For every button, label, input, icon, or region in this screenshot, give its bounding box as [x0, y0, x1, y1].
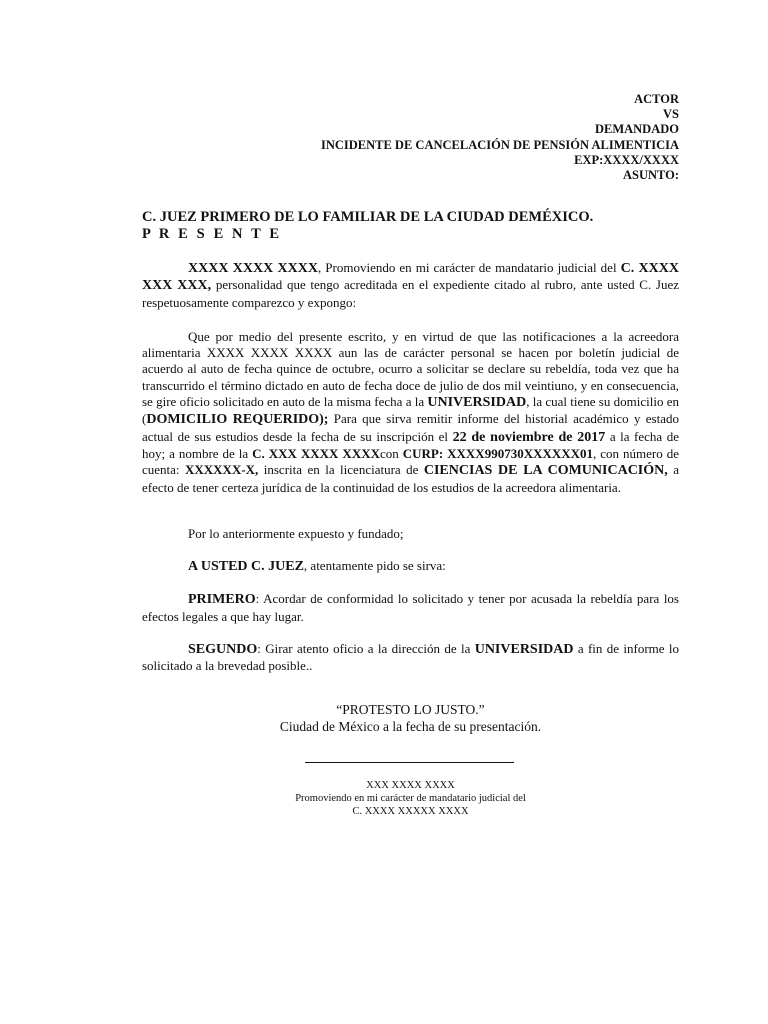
bold-domicilio: DOMICILIO REQUERIDO);: [146, 412, 329, 428]
bold-a-usted: A USTED C. JUEZ: [188, 559, 304, 575]
text-span: Para que sirva remitir informe del historial académico y estado actual de sus estudios desde la fecha de su inscripción el: [142, 411, 679, 444]
text-span: a efecto de tener certeza jurídica de la continuidad de los estudios de la acreedora alimentaria.: [142, 462, 679, 495]
caption-incidente: INCIDENTE DE CANCELACIÓN DE PENSIÓN ALIMENTICIA: [320, 137, 679, 152]
closing-block: [142, 702, 679, 735]
signature-dot: .: [512, 754, 515, 766]
caption-asunto: ASUNTO:: [622, 168, 679, 183]
paragraph-request: [142, 329, 679, 496]
bold-numero-cuenta: XXXXXX-X,: [185, 462, 259, 478]
text-span: personalidad que tengo acreditada en el expediente citado al rubro, ante usted C. Juez respetuosamente comparezco y expongo:: [142, 277, 679, 310]
bold-universidad: UNIVERSIDAD: [427, 395, 527, 411]
bold-alumna-name: C. XXX XXXX XXXX: [252, 445, 380, 461]
place-date-line: Ciudad de México a la fecha de su presentación.: [279, 718, 542, 734]
caption-actor: ACTOR: [634, 92, 679, 106]
text-span: , Promoviendo en mi carácter de mandatario judicial del: [317, 260, 621, 275]
addressee: [142, 209, 593, 243]
signature-line: [305, 752, 513, 763]
text-span: , con número de cuenta:: [142, 445, 679, 478]
text-span: : Acordar de conformidad lo solicitado y tener por acusada la rebeldía para los efectos legales a que hay lugar.: [142, 591, 679, 624]
bold-licenciatura: CIENCIAS DE LA COMUNICACIÓN,: [423, 463, 668, 479]
bold-segundo: SEGUNDO: [188, 642, 258, 658]
text-span: inscrita en la licenciatura de: [258, 462, 424, 478]
presente-line: P R E S E N T E: [142, 226, 282, 242]
text-span: , atentamente pido se sirva:: [303, 558, 446, 574]
bold-fecha-inscripcion: 22 de noviembre de 2017: [452, 429, 606, 445]
signer-name: XXX XXXX XXXX: [366, 780, 455, 791]
signer-role: Promoviendo en mi carácter de mandatario judicial del: [295, 793, 526, 804]
bold-primero: PRIMERO: [188, 592, 256, 608]
judge-title: C. JUEZ PRIMERO DE LO FAMILIAR DE LA CIUDAD DEMÉXICO.: [142, 209, 594, 225]
text-span: a fin de informe lo solicitado a la brevedad posible..: [142, 641, 680, 674]
paragraph-peticion: [142, 558, 679, 575]
text-span: a la fecha de hoy; a nombre de la: [142, 428, 680, 461]
promovente-name: XXXX XXXX XXXX: [188, 261, 318, 276]
case-caption: [321, 92, 679, 183]
caption-expediente: EXP:XXXX/XXXX: [574, 152, 679, 167]
paragraph-segundo: [142, 641, 679, 675]
signature-block: [142, 779, 679, 818]
bold-universidad-2: UNIVERSIDAD: [474, 642, 574, 658]
text-span: : Girar atento oficio a la dirección de la: [257, 641, 475, 657]
caption-demandado: DEMANDADO: [594, 122, 679, 137]
bold-curp: CURP: XXXX990730XXXXXX01: [402, 445, 594, 461]
signer-client: C. XXXX XXXXX XXXX: [352, 806, 469, 817]
text-span: con: [379, 445, 403, 461]
paragraph-intro: [142, 260, 679, 311]
client-name: C. XXXX XXX XXX,: [142, 261, 679, 294]
text-span: Que por medio del presente escrito, y en virtud de que las notificaciones a la acreedora alimentaria XXXX XXXX XXXX aun las de carácter personal se hacen por boletín judicial de acuerdo al auto de fecha quince de octubre, ocurro a solicitar se declare su rebeldía, toda vez que ha transcurrido el término dictado en auto de fecha doce de julio de dos mil veintiuno, y en consecuencia, se gire oficio solicitado en auto de la misma fecha a la: [142, 328, 679, 410]
paragraph-primero: [142, 591, 679, 625]
paragraph-fundado: Por lo anteriormente expuesto y fundado;: [188, 525, 404, 541]
document-body: [142, 260, 679, 675]
text-span: , la cual tiene su domicilio en (: [142, 394, 679, 427]
caption-vs: VS: [663, 107, 679, 122]
protesto-line: “PROTESTO LO JUSTO.”: [336, 702, 485, 717]
